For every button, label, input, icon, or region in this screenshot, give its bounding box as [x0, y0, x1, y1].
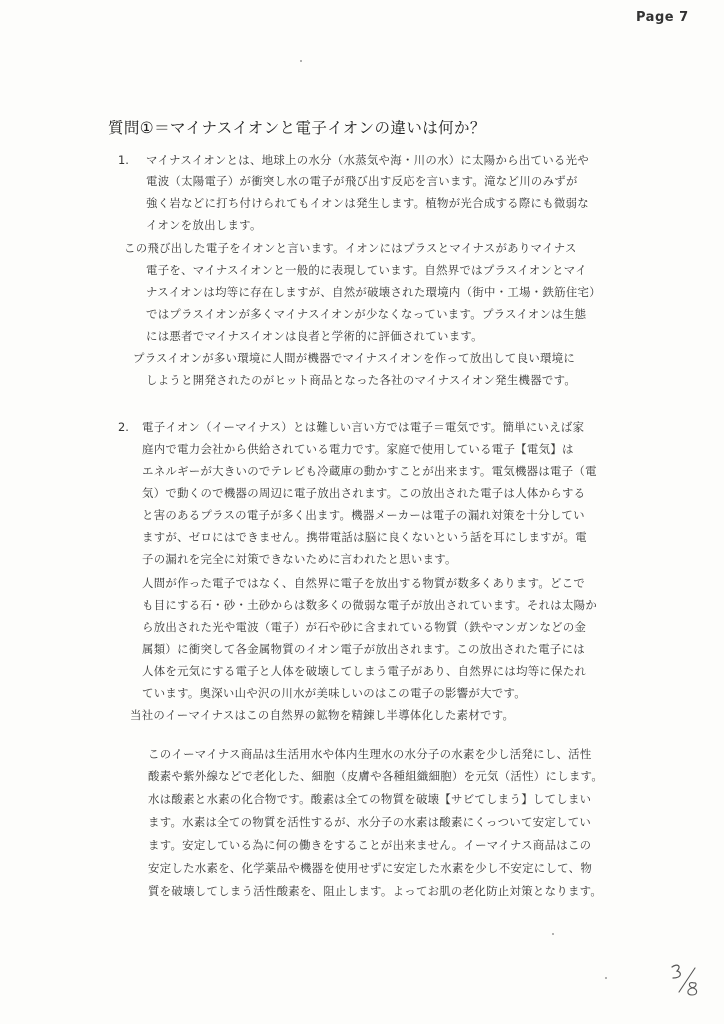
handwritten-page-fraction	[668, 962, 704, 998]
section-3-line: 安定した水素を、化学薬品や機器を使用せずに安定した水素を少し不安定にして、物	[148, 861, 593, 875]
scan-speck	[605, 977, 607, 979]
scan-speck	[552, 933, 554, 935]
section-2-line: 属類）に衝突して各金属物質のイオン電子が放出されます。この放出された電子には	[142, 642, 585, 656]
section-1-line: マイナスイオンとは、地球上の水分（水蒸気や海・川の水）に太陽から出ている光や	[146, 153, 589, 167]
section-1-line: 電波（太陽電子）が衝突し水の電子が飛び出す反応を言います。滝など川のみずが	[146, 174, 578, 188]
section-2-line: ています。奥深い山や沢の川水が美味しいのはこの電子の影響が大です。	[142, 686, 526, 700]
section-1-line: 強く岩などに打ち付けられてもイオンは発生します。植物が光合成する際にも微弱な	[146, 196, 589, 210]
section-2-line: 子の漏れを完全に対策できないために言われたと思います。	[142, 552, 457, 566]
section-3-line: ます。安定している為に何の働きをすることが出来ません。イーマイナス商品はこの	[148, 838, 592, 852]
section-1-line: 電子を、マイナスイオンと一般的に表現しています。自然界ではプラスイオンとマイ	[146, 263, 587, 277]
page-title: 質問①＝マイナスイオンと電子イオンの違いは何か？	[108, 119, 486, 137]
section-2-line: 人体を元気にする電子と人体を破壊してしまう電子があり、自然界には均等に保たれ	[142, 664, 587, 678]
section-3-line: 質を破壊してしまう活性酸素を、阻止します。よってお肌の老化防止対策となります。	[148, 884, 603, 898]
section-2-line: エネルギーが大きいのでテレビも冷蔵庫の動かすことが出来ます。電気機器は電子（電	[142, 464, 597, 478]
section-1-marker: 1.	[118, 153, 129, 167]
section-2-line: 庭内で電力会社から供給されている電力です。家庭で使用している電子【電気】は	[142, 442, 574, 456]
section-1-line: イオンを放出します。	[146, 218, 262, 232]
section-3-line: ます。水素は全ての物質を活性するが、水分子の水素は酸素にくっついて安定してい	[148, 815, 592, 829]
scan-speck	[300, 60, 302, 62]
page-number: Page 7	[636, 10, 689, 25]
section-1-line: ナスイオンは均等に存在しますが、自然が破壊された環境内（街中・工場・鉄筋住宅）	[146, 285, 601, 299]
section-1-line: この飛び出した電子をイオンと言います。イオンにはプラスとマイナスがありマイナス	[124, 241, 577, 255]
section-1-line: ではプラスイオンが多くマイナスイオンが少なくなっています。プラスイオンは生態	[146, 307, 587, 321]
section-1-line: しようと開発されたのがヒット商品となった各社のマイナスイオン発生機器です。	[146, 373, 577, 387]
section-2-marker: 2.	[118, 420, 129, 434]
section-3-line: 酸素や紫外線などで老化した、細胞（皮膚や各種組織細胞）を元気（活性）にします。	[148, 769, 604, 783]
section-2-line: 気）で動くので機器の周辺に電子放出されます。この放出された電子は人体からする	[142, 486, 586, 500]
section-2-line: ら放出された光や電波（電子）が石や砂に含まれている物質（鉄やマンガンなどの金	[142, 620, 587, 634]
section-2-line: も目にする石・砂・土砂からは数多くの微弱な電子が放出されています。それは太陽か	[142, 598, 598, 612]
section-2-line: 電子イオン（イーマイナス）とは難しい言い方では電子＝電気です。簡単にいえば家	[142, 420, 585, 434]
section-1-line: には悪者でマイナスイオンは良者と学術的に評価されています。	[146, 329, 483, 343]
section-2-closing: 当社のイーマイナスはこの自然界の鉱物を精錬し半導体化した素材です。	[130, 708, 515, 722]
section-3-line: このイーマイナス商品は生活用水や体内生理水の水分子の水素を少し活発にし、活性	[148, 747, 592, 761]
section-2-line: ますが、ゼロにはできません。携帯電話は脳に良くないという話を耳にしますが。電	[142, 530, 587, 544]
section-1-line: プラスイオンが多い環境に人間が機器でマイナスイオンを作って放出して良い環境に	[133, 351, 576, 365]
section-2-line: 人間が作った電子ではなく、自然界に電子を放出する物質が数多くあります。どこで	[142, 576, 586, 590]
section-2-line: と害のあるプラスの電子が多く出ます。機器メーカーは電子の漏れ対策を十分してい	[142, 508, 585, 522]
section-3-line: 水は酸素と水素の化合物です。酸素は全ての物質を破壊【サビてしまう】してしまい	[148, 792, 592, 806]
